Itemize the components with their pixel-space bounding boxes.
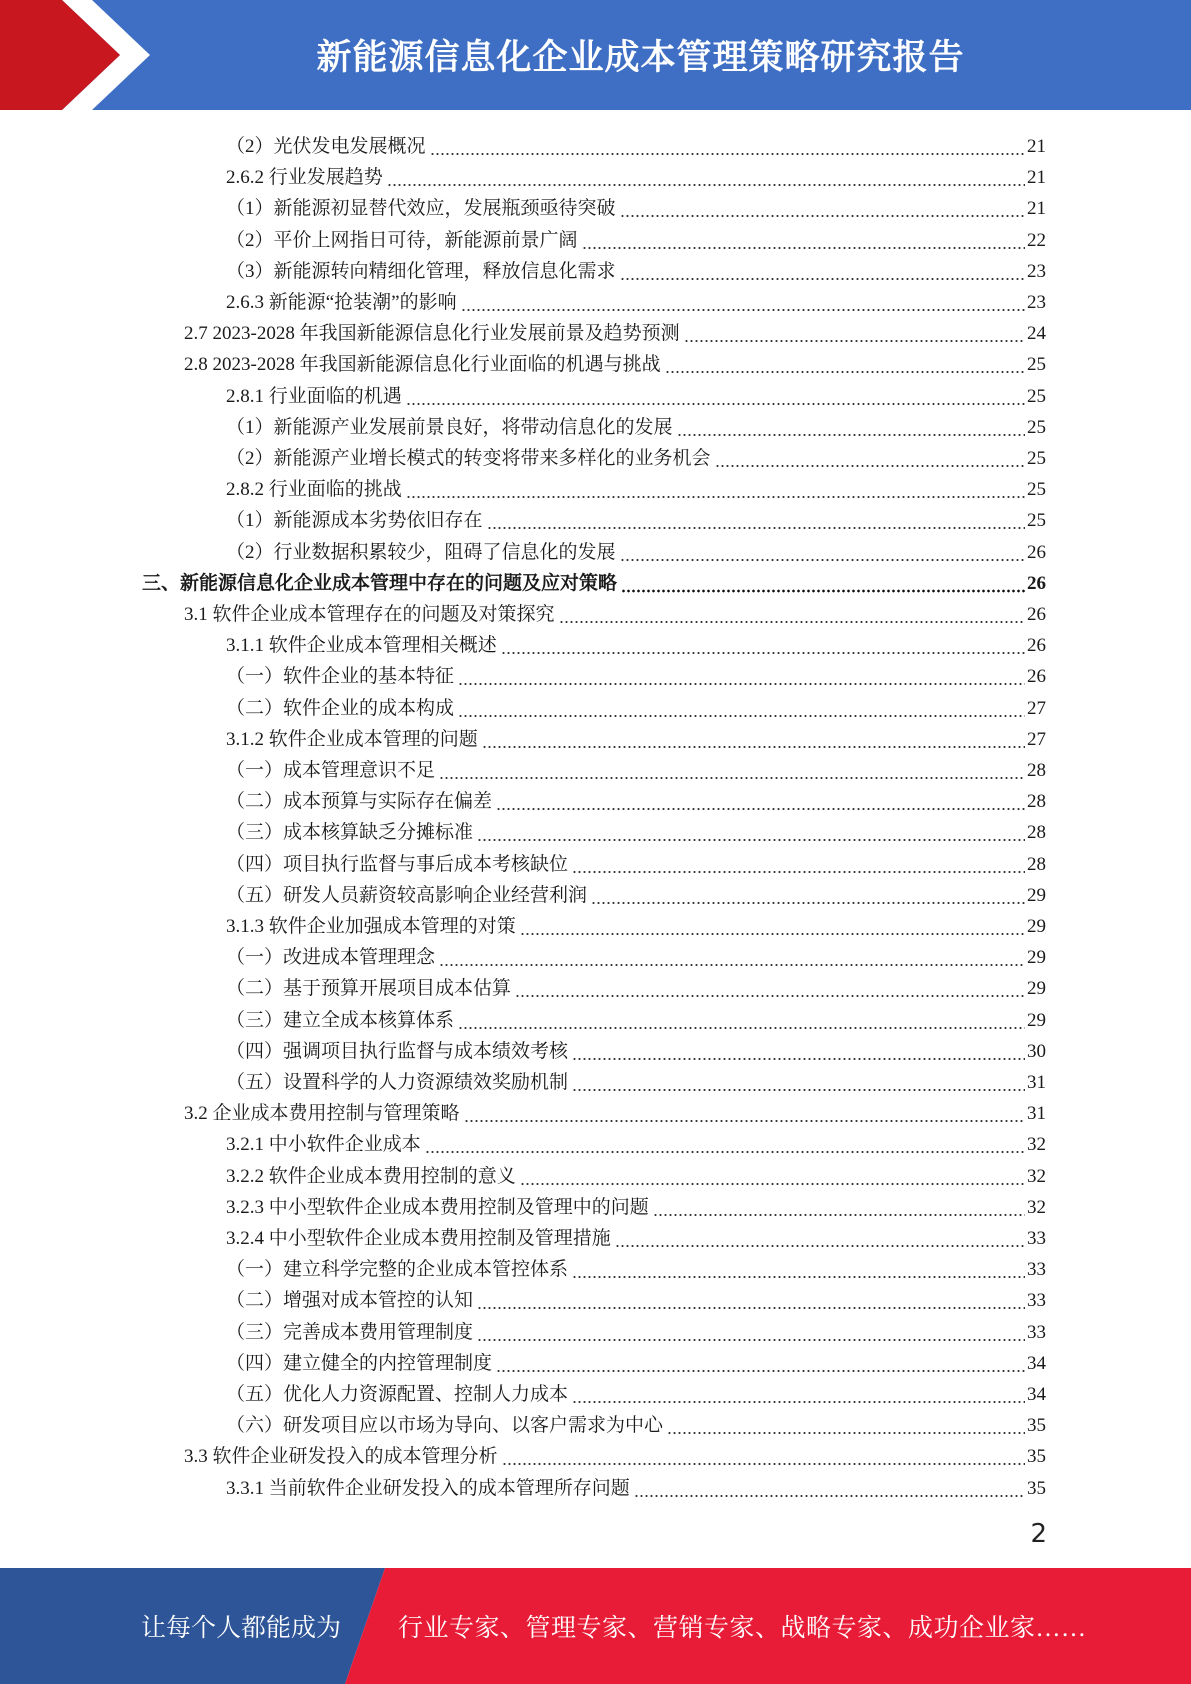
toc-entry[interactable]	[226, 969, 1046, 1000]
toc-entry-title: （一）建立科学完整的企业成本管控体系	[226, 1259, 569, 1281]
toc-entry-page: 35	[1027, 1446, 1046, 1468]
toc-dot-leader	[477, 1322, 1025, 1344]
toc-entry-title: 3.2.4 中小型软件企业成本费用控制及管理措施	[226, 1228, 611, 1249]
toc-entry-page: 25	[1027, 448, 1046, 469]
toc-dot-leader	[458, 698, 1025, 720]
toc-entry[interactable]	[184, 595, 1046, 626]
toc-dot-leader	[572, 854, 1025, 876]
toc-entry-title: 3.2 企业成本费用控制与管理策略	[184, 1103, 460, 1125]
toc-entry-page: 33	[1027, 1259, 1046, 1281]
toc-dot-leader	[520, 916, 1025, 938]
toc-entry[interactable]	[184, 1094, 1046, 1125]
toc-entry-title: 2.8.1 行业面临的机遇	[226, 385, 402, 407]
toc-entry[interactable]	[226, 189, 1046, 220]
toc-entry-title: 3.3.1 当前软件企业研发投入的成本管理所存问题	[226, 1477, 630, 1499]
toc-dot-leader	[496, 1353, 1025, 1375]
toc-entry-page: 25	[1027, 479, 1046, 501]
toc-entry[interactable]	[226, 127, 1046, 158]
toc-entry-title: （三）成本核算缺乏分摊标准	[226, 822, 474, 844]
toc-entry-page: 35	[1027, 1477, 1046, 1499]
toc-entry[interactable]	[226, 1375, 1046, 1406]
toc-entry-page: 29	[1027, 1009, 1046, 1031]
toc-entry-title: 3.1.1 软件企业成本管理相关概述	[226, 635, 497, 657]
toc-dot-leader	[572, 1384, 1025, 1406]
toc-entry-page: 26	[1027, 635, 1046, 657]
toc-entry-title: （四）项目执行监督与事后成本考核缺位	[226, 853, 569, 875]
toc-dot-leader	[621, 573, 1025, 595]
toc-entry-title: 3.2.2 软件企业成本费用控制的意义	[226, 1165, 516, 1187]
toc-entry-page: 32	[1027, 1196, 1046, 1218]
toc-dot-leader	[496, 791, 1025, 813]
toc-entry[interactable]	[184, 345, 1046, 376]
toc-entry-page: 29	[1027, 978, 1046, 1000]
toc-dot-leader	[387, 167, 1025, 189]
toc-entry[interactable]	[226, 689, 1046, 720]
toc-dot-leader	[430, 136, 1025, 158]
page-number: 2	[1030, 1519, 1047, 1549]
toc-entry-title: （四）建立健全的内控管理制度	[226, 1352, 493, 1374]
toc-entry[interactable]	[226, 221, 1046, 252]
toc-entry-title: （五）优化人力资源配置、控制人力成本	[226, 1384, 569, 1405]
toc-entry-title: 3.2.1 中小软件企业成本	[226, 1134, 421, 1156]
toc-entry[interactable]	[226, 813, 1046, 844]
toc-dot-leader	[477, 1290, 1025, 1312]
report-title: 新能源信息化企业成本管理策略研究报告	[316, 38, 965, 78]
toc-entry[interactable]	[226, 283, 1046, 314]
toc-entry[interactable]	[226, 377, 1046, 408]
toc-entry[interactable]	[226, 1032, 1046, 1063]
toc-entry-page: 23	[1027, 260, 1046, 282]
toc-entry[interactable]	[142, 564, 1046, 595]
toc-dot-leader	[667, 1415, 1025, 1437]
toc-entry-title: （五）研发人员薪资较高影响企业经营利润	[226, 884, 588, 906]
toc-dot-leader	[482, 729, 1025, 751]
toc-entry[interactable]	[226, 1250, 1046, 1281]
toc-entry[interactable]	[226, 158, 1046, 189]
toc-dot-leader	[582, 230, 1025, 252]
toc-entry-page: 25	[1027, 385, 1046, 407]
toc-dot-leader	[487, 510, 1025, 532]
toc-entry-page: 33	[1027, 1290, 1046, 1312]
toc-dot-leader	[439, 947, 1025, 969]
toc-entry-title: （2）平价上网指日可待，新能源前景广阔	[226, 229, 578, 251]
toc-entry-title: （四）强调项目执行监督与成本绩效考核	[226, 1040, 569, 1062]
toc-entry[interactable]	[226, 1188, 1046, 1219]
toc-entry[interactable]	[226, 938, 1046, 969]
toc-entry[interactable]	[184, 314, 1046, 345]
toc-entry[interactable]	[226, 1063, 1046, 1094]
toc-dot-leader	[559, 604, 1025, 626]
toc-dot-leader	[477, 822, 1025, 844]
toc-entry-title: （1）新能源初显替代效应，发展瓶颈亟待突破	[226, 198, 616, 220]
toc-entry[interactable]	[226, 408, 1046, 439]
toc-entry[interactable]	[226, 470, 1046, 501]
toc-entry[interactable]	[226, 1219, 1046, 1250]
toc-dot-leader	[520, 1166, 1025, 1188]
toc-entry-title: 2.8.2 行业面临的挑战	[226, 479, 402, 501]
toc-entry-title: （五）设置科学的人力资源绩效奖励机制	[226, 1072, 569, 1093]
toc-entry-title: （2）新能源产业增长模式的转变将带来多样化的业务机会	[226, 448, 711, 469]
toc-entry-title: 2.6.2 行业发展趋势	[226, 167, 383, 189]
toc-dot-leader	[458, 1010, 1025, 1032]
toc-entry-title: 3.3 软件企业研发投入的成本管理分析	[184, 1446, 498, 1468]
toc-dot-leader	[425, 1134, 1025, 1156]
toc-entry-page: 29	[1027, 947, 1046, 969]
toc-dot-leader	[464, 1103, 1025, 1125]
toc-dot-leader	[502, 1446, 1025, 1468]
toc-dot-leader	[715, 448, 1025, 470]
toc-entry-title: 3.1.2 软件企业成本管理的问题	[226, 728, 478, 750]
toc-dot-leader	[634, 1478, 1025, 1500]
header-arrow-decoration	[0, 0, 170, 110]
toc-entry-page: 25	[1027, 354, 1046, 376]
toc-dot-leader	[458, 666, 1025, 688]
toc-entry-title: （二）基于预算开展项目成本估算	[226, 978, 512, 1000]
toc-entry-page: 28	[1027, 822, 1046, 844]
toc-entry-page: 33	[1027, 1321, 1046, 1343]
toc-entry-page: 34	[1027, 1384, 1046, 1405]
toc-entry-title: （一）成本管理意识不足	[226, 760, 436, 781]
toc-entry-page: 32	[1027, 1134, 1046, 1156]
toc-entry-title: （三）建立全成本核算体系	[226, 1009, 455, 1031]
toc-entry[interactable]	[226, 720, 1046, 751]
toc-entry-page: 30	[1027, 1040, 1046, 1062]
toc-entry-page: 31	[1027, 1072, 1046, 1093]
toc-entry[interactable]	[226, 845, 1046, 876]
toc-entry-title: （一）改进成本管理理念	[226, 947, 436, 969]
toc-dot-leader	[501, 635, 1025, 657]
toc-entry[interactable]	[226, 1125, 1046, 1156]
toc-dot-leader	[406, 479, 1025, 501]
toc-entry-page: 25	[1027, 510, 1046, 532]
toc-entry-title: （2）光伏发电发展概况	[226, 136, 426, 157]
footer-slogan-right: 行业专家、管理专家、营销专家、战略专家、成功企业家……	[398, 1615, 1087, 1642]
toc-dot-leader	[515, 978, 1025, 1000]
toc-entry[interactable]	[226, 876, 1046, 907]
toc-entry-title: （3）新能源转向精细化管理，释放信息化需求	[226, 260, 616, 282]
toc-entry-title: （1）新能源产业发展前景良好，将带动信息化的发展	[226, 416, 673, 438]
toc-entry[interactable]	[226, 439, 1046, 470]
toc-entry[interactable]	[226, 1313, 1046, 1344]
toc-dot-leader	[665, 354, 1025, 376]
toc-entry-page: 28	[1027, 791, 1046, 813]
toc-entry-page: 33	[1027, 1228, 1046, 1249]
toc-entry[interactable]	[226, 782, 1046, 813]
toc-entry[interactable]	[226, 1406, 1046, 1437]
toc-entry-title: 2.6.3 新能源“抢装潮”的影响	[226, 292, 457, 313]
toc-dot-leader	[677, 417, 1025, 439]
toc-entry-page: 29	[1027, 884, 1046, 906]
toc-entry-title: （六）研发项目应以市场为导向、以客户需求为中心	[226, 1415, 664, 1437]
toc-entry-page: 21	[1027, 136, 1046, 157]
toc-dot-leader	[572, 1041, 1025, 1063]
toc-dot-leader	[406, 386, 1025, 408]
toc-entry[interactable]	[226, 1281, 1046, 1312]
toc-dot-leader	[572, 1072, 1025, 1094]
toc-entry-page: 31	[1027, 1103, 1046, 1125]
toc-entry-page: 28	[1027, 853, 1046, 875]
toc-entry[interactable]	[226, 1001, 1046, 1032]
toc-entry[interactable]	[226, 1344, 1046, 1375]
toc-dot-leader	[684, 323, 1025, 345]
toc-dot-leader	[461, 292, 1025, 314]
toc-entry-page: 23	[1027, 292, 1046, 313]
toc-entry-title: 3.2.3 中小型软件企业成本费用控制及管理中的问题	[226, 1196, 649, 1218]
toc-entry-page: 34	[1027, 1352, 1046, 1374]
toc-entry-page: 26	[1027, 572, 1046, 594]
toc-entry-page: 25	[1027, 416, 1046, 438]
toc-entry[interactable]	[226, 501, 1046, 532]
toc-entry-title: （2）行业数据积累较少，阻碍了信息化的发展	[226, 541, 616, 563]
toc-dot-leader	[620, 198, 1025, 220]
toc-entry-page: 26	[1027, 666, 1046, 688]
toc-entry-title: （二）成本预算与实际存在偏差	[226, 791, 493, 813]
toc-entry[interactable]	[226, 626, 1046, 657]
toc-dot-leader	[620, 261, 1025, 283]
toc-entry-page: 28	[1027, 760, 1046, 781]
toc-entry-page: 35	[1027, 1415, 1046, 1437]
toc-entry[interactable]	[226, 252, 1046, 283]
toc-entry[interactable]	[226, 751, 1046, 782]
toc-dot-leader	[591, 885, 1025, 907]
toc-entry[interactable]	[226, 533, 1046, 564]
toc-entry-page: 26	[1027, 541, 1046, 563]
toc-dot-leader	[653, 1197, 1025, 1219]
toc-dot-leader	[615, 1228, 1025, 1250]
toc-entry-page: 22	[1027, 229, 1046, 251]
toc-entry-page: 29	[1027, 916, 1046, 937]
toc-entry-title: （1）新能源成本劣势依旧存在	[226, 510, 483, 532]
toc-entry-page: 21	[1027, 167, 1046, 189]
toc-entry-title: 3.1 软件企业成本管理存在的问题及对策探究	[184, 604, 555, 625]
toc-entry-page: 24	[1027, 323, 1046, 345]
header-banner	[0, 0, 1191, 110]
toc-entry[interactable]	[226, 1469, 1046, 1500]
toc-entry-page: 26	[1027, 604, 1046, 625]
toc-entry-title: （一）软件企业的基本特征	[226, 666, 455, 688]
toc-entry[interactable]	[184, 1437, 1046, 1468]
toc-dot-leader	[620, 542, 1025, 564]
toc-entry-page: 27	[1027, 728, 1046, 750]
toc-entry-title: （二）增强对成本管控的认知	[226, 1290, 474, 1312]
footer-slogan-left: 让每个人都能成为	[141, 1615, 342, 1642]
toc-entry[interactable]	[226, 907, 1046, 938]
toc-entry[interactable]	[226, 657, 1046, 688]
toc-entry-title: 2.8 2023-2028 年我国新能源信息化行业面临的机遇与挑战	[184, 354, 661, 376]
toc-dot-leader	[572, 1259, 1025, 1281]
toc-entry-title: 三、新能源信息化企业成本管理中存在的问题及应对策略	[142, 572, 618, 594]
toc-entry-page: 32	[1027, 1165, 1046, 1187]
toc-entry-title: （三）完善成本费用管理制度	[226, 1321, 474, 1343]
toc-entry-title: 3.1.3 软件企业加强成本管理的对策	[226, 916, 516, 937]
toc-entry-title: 2.7 2023-2028 年我国新能源信息化行业发展前景及趋势预测	[184, 323, 680, 345]
toc-entry-page: 27	[1027, 697, 1046, 719]
toc-dot-leader	[439, 760, 1025, 782]
footer-banner	[0, 1568, 1191, 1684]
toc-entry-page: 21	[1027, 198, 1046, 220]
toc-entry-title: （二）软件企业的成本构成	[226, 697, 455, 719]
toc-entry[interactable]	[226, 1157, 1046, 1188]
